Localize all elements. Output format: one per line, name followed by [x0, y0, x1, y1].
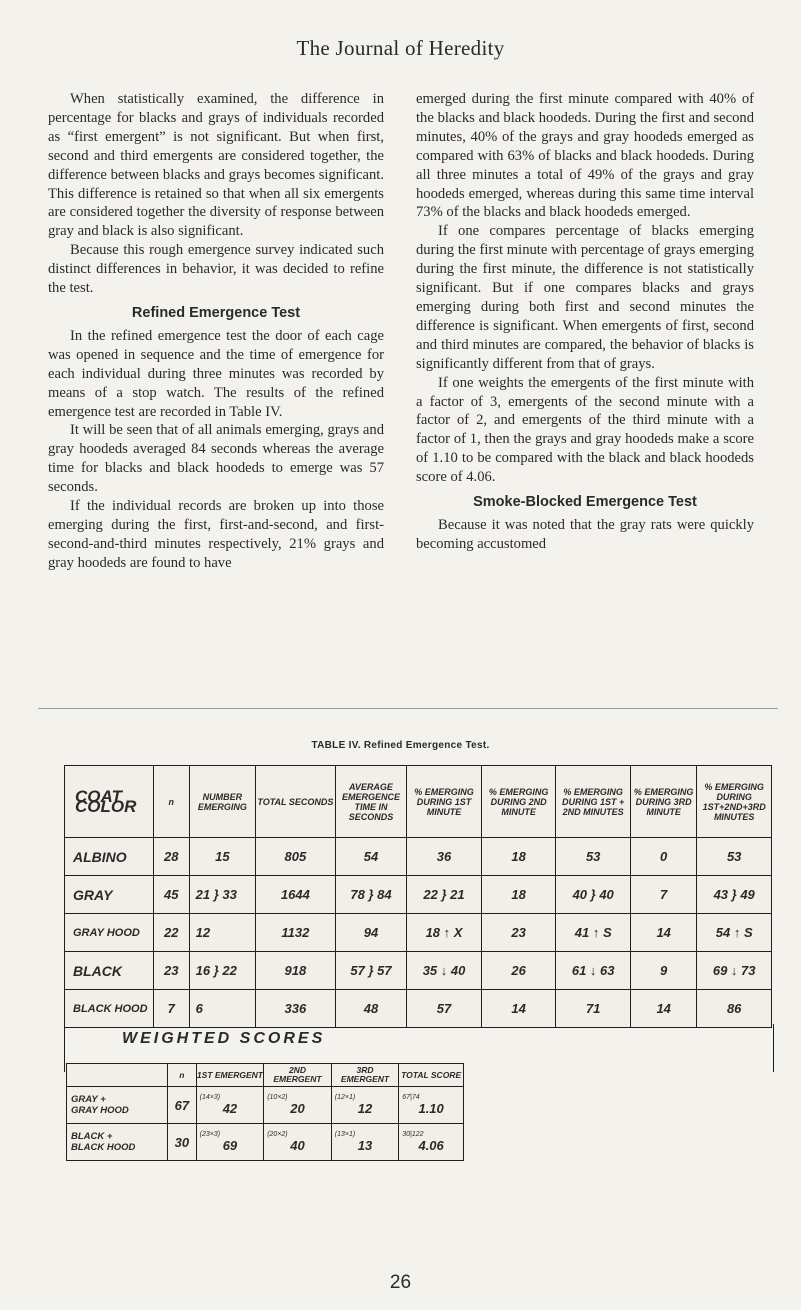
- paragraph: When statistically examined, the difference in percentage for blacks and grays of individuals recorded as “first emergent” is not significant. But when first, second and third emergents are considered together, the difference between blacks and grays becomes significant. This difference is retained so that when all six emergents are considered together the diversity of response between gray and black is also significant.: [48, 91, 384, 240]
- cell-average: 48: [335, 990, 407, 1028]
- cell-pct-first-second-value: 40: [572, 887, 588, 902]
- cell-second: [264, 1124, 332, 1161]
- cell-value: 69: [222, 1138, 238, 1153]
- cell-pct-first-second: 40 } 40: [556, 876, 631, 914]
- header-pct-all: % EMERGING DURING 1ST+2ND+3RD MINUTES: [697, 766, 772, 838]
- combined-pct-all-gray: 49: [740, 887, 755, 902]
- significant-mark: S: [602, 925, 612, 940]
- row-label: GRAY: [65, 876, 154, 914]
- significant-mark: S: [743, 925, 753, 940]
- row-label: ALBINO: [65, 838, 154, 876]
- row-label: [67, 1124, 168, 1161]
- cell-first: [196, 1124, 264, 1161]
- cell-pct-first: 18 ↑ X: [407, 914, 482, 952]
- combined-pct-first-gray: 21: [450, 887, 465, 902]
- paragraph: In the refined emergence test the door of each cage was opened in sequence and the time of emergence for each individual during three minutes was recorded by means of a stop watch. The results of the refined emergence test are recorded in Table IV.: [48, 327, 384, 420]
- cell-number: 6: [189, 990, 255, 1028]
- cell-pct-all: 69 ↓ 73: [697, 952, 772, 990]
- cell-value: 20: [290, 1101, 305, 1116]
- cell-average: 54: [335, 838, 407, 876]
- cell-pct-first: 36: [407, 838, 482, 876]
- cell-pct-third: 9: [630, 952, 696, 990]
- paragraph: It will be seen that of all animals emerging, grays and gray hoodeds averaged 84 seconds whereas the average time for blacks and black hoodeds to emerge was 57 seconds.: [48, 422, 384, 496]
- cell-pct-third: 7: [630, 876, 696, 914]
- header-pct-third: % EMERGING DURING 3RD MINUTE: [630, 766, 696, 838]
- combined-pct-first-black: 40: [450, 963, 466, 978]
- cell-number-value: 16: [195, 963, 211, 978]
- table-row: [65, 838, 772, 876]
- cell-value: 12: [357, 1101, 373, 1116]
- cell-total: 336: [256, 990, 336, 1028]
- header-first-emergent: 1ST EMERGENT: [196, 1064, 264, 1087]
- cell-pct-first-second: 53: [556, 838, 631, 876]
- weighted-scores-title: WEIGHTED SCORES: [122, 1030, 326, 1047]
- cell-total: 1644: [256, 876, 336, 914]
- row-label-line: BLACK HOOD: [71, 1142, 136, 1153]
- cell-pct-first-value: 18: [425, 925, 441, 940]
- cell-second: [264, 1087, 332, 1124]
- cell-pct-second: 23: [481, 914, 556, 952]
- cell-total: [399, 1124, 464, 1161]
- cell-value: 1.10: [418, 1101, 444, 1116]
- cell-pct-first-second: 61 ↓ 63: [556, 952, 631, 990]
- combined-pct-first-second-gray: 40: [599, 887, 614, 902]
- paragraph: emerged during the first minute compared with 40% of the blacks and black hoodeds. During the first and second minutes, 40% of the grays and gray hoodeds emerged as compared with 63% of blacks and black hoodeds. During all three minutes a total of 49% of the grays and gray hoodeds emerged, whereas during this same time interval 73% of the blacks and black hoodeds emerged.: [416, 91, 754, 221]
- combined-average-gray: 84: [377, 887, 392, 902]
- cell-n: 22: [153, 914, 189, 952]
- table-header-row: [67, 1064, 464, 1087]
- cell-average: 94: [335, 914, 407, 952]
- cell-pct-first-second-value: 61: [571, 963, 587, 978]
- cell-pct-first-value: 22: [423, 887, 438, 902]
- calc-note: 30|122: [402, 1131, 424, 1138]
- combined-number-gray: 33: [222, 887, 237, 902]
- header-blank: [67, 1064, 168, 1087]
- header-pct-first: % EMERGING DURING 1ST MINUTE: [407, 766, 482, 838]
- divider-rule: [38, 708, 778, 709]
- right-column: [416, 90, 754, 554]
- cell-number: 16 } 22: [189, 952, 255, 990]
- header-n: n: [153, 766, 189, 838]
- header-second-emergent: 2ND EMERGENT: [264, 1064, 332, 1087]
- cell-value: 42: [222, 1101, 238, 1116]
- cell-pct-all: 53: [697, 838, 772, 876]
- cell-n: 7: [153, 990, 189, 1028]
- cell-pct-all: 86: [697, 990, 772, 1028]
- cell-pct-first-second: 71: [556, 990, 631, 1028]
- cell-pct-all-value: 69: [712, 963, 728, 978]
- cell-third: [331, 1087, 399, 1124]
- cell-pct-first: 35 ↓ 40: [407, 952, 482, 990]
- cell-n: 67: [168, 1087, 197, 1124]
- table-row: [65, 914, 772, 952]
- row-label-line: GRAY +: [71, 1094, 106, 1105]
- cell-average-value: 78: [350, 887, 365, 902]
- running-header: The Journal of Heredity: [296, 36, 505, 60]
- header-pct-first-second: % EMERGING DURING 1ST + 2ND MINUTES: [556, 766, 631, 838]
- table-row: [65, 990, 772, 1028]
- cell-average-value: 57: [350, 963, 365, 978]
- header-total-seconds: TOTAL SECONDS: [256, 766, 336, 838]
- row-label: GRAY HOOD: [65, 914, 154, 952]
- cell-pct-second: 26: [481, 952, 556, 990]
- table-header-row: [65, 766, 772, 838]
- emergence-table: [64, 765, 772, 1028]
- cell-pct-all-value: 43: [713, 887, 729, 902]
- row-label: BLACK HOOD: [65, 990, 154, 1028]
- cell-n: 28: [153, 838, 189, 876]
- cell-pct-first-second: 41 ↑ S: [556, 914, 631, 952]
- header-average-time: AVERAGE EMERGENCE TIME IN SECONDS: [335, 766, 407, 838]
- table-row: [67, 1124, 464, 1161]
- paragraph: Because this rough emergence survey indicated such distinct differences in behavior, it was decided to refine the test.: [48, 242, 384, 297]
- cell-pct-second: 18: [481, 876, 556, 914]
- cell-average: 57 } 57: [335, 952, 407, 990]
- section-heading: Smoke-Blocked Emergence Test: [473, 494, 697, 511]
- cell-first: [196, 1087, 264, 1124]
- calc-note: (20×2): [267, 1131, 288, 1138]
- cell-pct-first: 22 } 21: [407, 876, 482, 914]
- cell-number: 12: [189, 914, 255, 952]
- combined-average-black: 57: [377, 963, 392, 978]
- table-caption: TABLE IV. Refined Emergence Test.: [311, 740, 490, 751]
- combined-pct-all-black: 73: [741, 963, 756, 978]
- cell-value: 4.06: [418, 1138, 444, 1153]
- calc-note: (12×1): [334, 1094, 356, 1101]
- table-row: [65, 876, 772, 914]
- row-label: [67, 1087, 168, 1124]
- cell-n: 45: [153, 876, 189, 914]
- header-total-score: TOTAL SCORE: [399, 1064, 464, 1087]
- cell-pct-first-second-value: 41: [574, 925, 590, 940]
- header-number-emerging: NUMBER EMERGING: [189, 766, 255, 838]
- cell-n: 23: [153, 952, 189, 990]
- header-third-emergent: 3RD EMERGENT: [331, 1064, 399, 1087]
- not-significant-mark: X: [453, 925, 463, 940]
- cell-pct-all-value: 54: [715, 925, 731, 940]
- cell-value: 13: [357, 1138, 373, 1153]
- cell-pct-first-value: 35: [422, 963, 438, 978]
- cell-pct-all: 54 ↑ S: [697, 914, 772, 952]
- combined-pct-first-second-black: 63: [600, 963, 615, 978]
- left-column: [48, 90, 384, 573]
- paragraph: Because it was noted that the gray rats were quickly becoming accustomed: [416, 516, 754, 552]
- header-n: n: [168, 1064, 197, 1087]
- cell-value: 40: [290, 1138, 305, 1153]
- row-label: BLACK: [65, 952, 154, 990]
- cell-pct-all: 43 } 49: [697, 876, 772, 914]
- header-coat-color: COAT COLOR: [65, 766, 154, 838]
- calc-note: 67|74: [402, 1094, 420, 1101]
- row-label-line: GRAY HOOD: [71, 1105, 129, 1116]
- cell-total: [399, 1087, 464, 1124]
- cell-pct-first: 57: [407, 990, 482, 1028]
- cell-number: 15: [189, 838, 255, 876]
- paragraph: If one compares percentage of blacks emerging during the first minute with percentage of grays emerging during the first minute, the difference is not statistically significant. But if one compares blacks and grays emerging during both first and second minutes the difference is significant. When emergents of first, second and third minutes are compared, the behavior of blacks is significantly different from that of grays.: [416, 223, 754, 372]
- cell-total: 805: [256, 838, 336, 876]
- calc-note: (10×2): [267, 1094, 288, 1101]
- page-number: 26: [389, 1272, 412, 1293]
- cell-pct-third: 14: [630, 914, 696, 952]
- cell-total: 1132: [256, 914, 336, 952]
- table-row: [65, 952, 772, 990]
- cell-pct-second: 14: [481, 990, 556, 1028]
- calc-note: (23×3): [199, 1131, 221, 1138]
- cell-pct-second: 18: [481, 838, 556, 876]
- cell-number-value: 21: [195, 887, 211, 902]
- header-pct-second: % EMERGING DURING 2ND MINUTE: [481, 766, 556, 838]
- cell-number: 21 } 33: [189, 876, 255, 914]
- cell-pct-third: 14: [630, 990, 696, 1028]
- cell-n: 30: [168, 1124, 197, 1161]
- cell-third: [331, 1124, 399, 1161]
- paragraph: If the individual records are broken up into those emerging during the first, first-and-second, and first-second-and-third minutes respectively, 21% grays and gray hoodeds are found to have: [48, 498, 384, 571]
- table-row: [67, 1087, 464, 1124]
- combined-number-black: 22: [222, 963, 237, 978]
- paragraph: If one weights the emergents of the first minute with a factor of 3, emergents of the second minute with a factor of 2, and emergents of the third minute with a factor of 1, then the grays and gray hoodeds make a score of 1.10 to be compared with the black and black hoodeds score of 4.06.: [416, 374, 754, 486]
- row-label-line: BLACK +: [71, 1131, 113, 1142]
- calc-note: (13×1): [334, 1131, 356, 1138]
- cell-total: 918: [256, 952, 336, 990]
- weighted-scores-table: [66, 1063, 464, 1161]
- calc-note: (14×3): [199, 1094, 221, 1101]
- section-heading: Refined Emergence Test: [131, 304, 301, 321]
- cell-pct-third: 0: [630, 838, 696, 876]
- cell-average: 78 } 84: [335, 876, 407, 914]
